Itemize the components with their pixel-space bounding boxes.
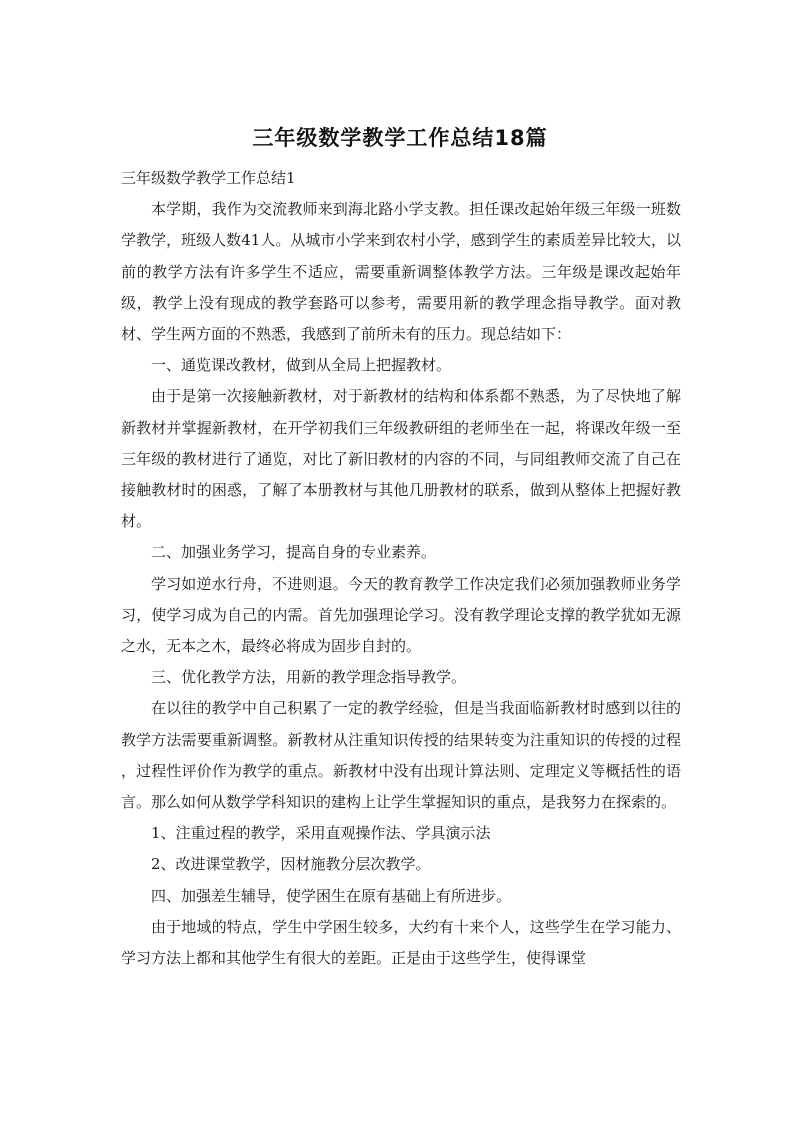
heading-point-3: 三、优化教学方法，用新的教学理念指导教学。 (151, 668, 467, 687)
list-item-2: 2、改进课堂教学，因材施教分层次教学。 (151, 855, 431, 874)
heading-point-2: 二、加强业务学习，提高自身的专业素养。 (151, 543, 437, 562)
list-item-1: 1、注重过程的教学，采用直观操作法、学具演示法 (151, 824, 491, 843)
section-heading: 三年级数学教学工作总结1 (121, 169, 296, 187)
paragraph-intro: 本学期，我作为交流教师来到海北路小学支教。担任课改起始年级三年级一班数学教学，班级人数41人。从城市小学来到农村小学，感到学生的素质差异比较大，以前的教学方法有许多学生不适应，需要重新调整体教学方法。三年级是课改起始年级，教学上没有现成的教学套路可以参考，需要用新的教学理念指导教学。面对教材、学生两方面的不熟悉，我感到了前所未有的压力。现总结如下： (121, 200, 681, 344)
heading-point-4: 四、加强差生辅导，使学困生在原有基础上有所进步。 (151, 886, 512, 905)
heading-point-1: 一、通览课改教材，做到从全局上把握教材。 (151, 356, 452, 375)
paragraph-point-2: 学习如逆水行舟，不进则退。今天的教育教学工作决定我们必须加强教师业务学习，使学习成为自己的内需。首先加强理论学习。没有教学理论支撑的教学犹如无源之水，无本之木，最终必将成为固步自封的。 (121, 574, 681, 656)
document-body (121, 163, 681, 974)
paragraph-point-1: 由于是第一次接触新教材，对于新教材的结构和体系都不熟悉，为了尽快地了解新教材并掌握新教材，在开学初我们三年级教研组的老师坐在一起，将课改年级一至三年级的教材进行了通览，对比了新旧教材的内容的不同，与同组教师交流了自己在接触教材时的困惑，了解了本册教材与其他几册教材的联系，做到从整体上把握好教材。 (121, 387, 681, 531)
paragraph-point-4: 由于地域的特点，学生中学困生较多，大约有十来个人，这些学生在学习能力、学习方法上都和其他学生有很大的差距。正是由于这些学生，使得课堂 (121, 917, 681, 968)
paragraph-point-3: 在以往的教学中自己积累了一定的教学经验，但是当我面临新教材时感到以往的教学方法需要重新调整。新教材从注重知识传授的结果转变为注重知识的传授的过程 ，过程性评价作为教学的重点。新教材中没有出现计算法则、定理定义等概括性的语言。那么如何从数学学科知识的建构上让学生掌握知识的重点，是我努力在探索的。 (121, 699, 681, 812)
document-title: 三年级数学教学工作总结18篇 (252, 126, 548, 150)
